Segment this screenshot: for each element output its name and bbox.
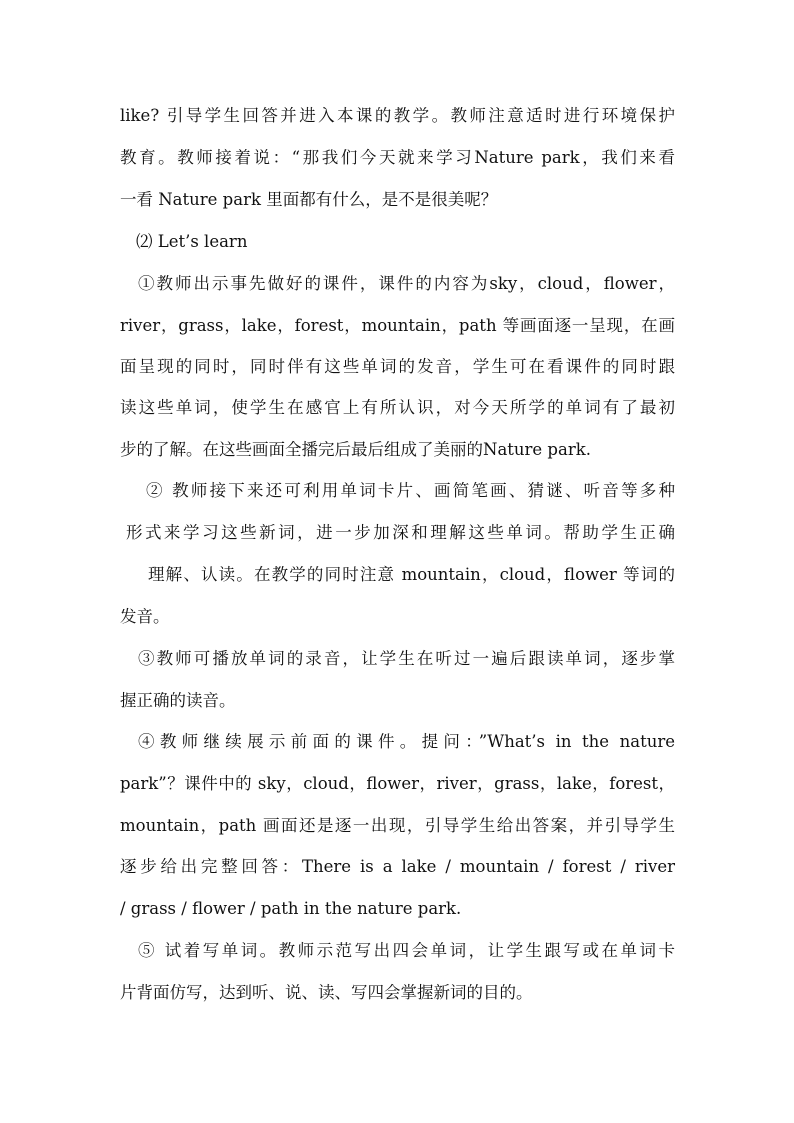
text-line: ⑤ 试着写单词。教师示范写出四会单词，让学生跟写或在单词卡 [138,941,675,960]
text-line: 教育。教师接着说：“那我们今天就来学习Nature park，我们来看 [120,148,675,167]
text-line: 形式来学习这些新词，进一步加深和理解这些单词。帮助学生正确 [126,523,675,542]
text-line: 一看 Nature park 里面都有什么，是不是很美呢？ [120,190,498,209]
text-line: river，grass，lake，forest，mountain，path 等画面逐一呈现，在画 [120,316,675,335]
text-line: 逐步给出完整回答：There is a lake / mountain / forest / river [120,857,675,876]
text-line: 步的了解。在这些画面全播完后最后组成了美丽的Nature park. [120,440,591,459]
text-line: 读这些单词，使学生在感官上有所认识，对今天所学的单词有了最初 [120,398,675,417]
text-line: 理解、认读。在教学的同时注意 mountain，cloud，flower 等词的 [148,565,675,584]
text-line: mountain，path 画面还是逐一出现，引导学生给出答案，并引导学生 [120,816,675,835]
text-line: ③教师可播放单词的录音，让学生在听过一遍后跟读单词，逐步掌 [138,649,675,668]
text-line: ①教师出示事先做好的课件，课件的内容为sky，cloud，flower， [138,274,675,293]
text-line: like? 引导学生回答并进入本课的教学。教师注意适时进行环境保护 [120,106,675,125]
text-line: 面呈现的同时，同时伴有这些单词的发音，学生可在看课件的同时跟 [120,357,675,376]
text-line: / grass / flower / path in the nature park. [120,899,462,918]
text-line: park”？课件中的 sky，cloud，flower，river，grass，lake，forest， [120,774,675,793]
text-line: 片背面仿写，达到听、说、读、写四会掌握新词的目的。 [120,983,533,1002]
text-line: 握正确的读音。 [120,691,236,710]
text-line: ② 教师接下来还可利用单词卡片、画简笔画、猜谜、听音等多种 [146,481,675,500]
text-line: 发音。 [120,607,170,626]
text-line: ⑵ Let’s learn [136,232,248,251]
text-line: ④教师继续展示前面的课件。提问：”What’s in the nature [138,732,675,751]
